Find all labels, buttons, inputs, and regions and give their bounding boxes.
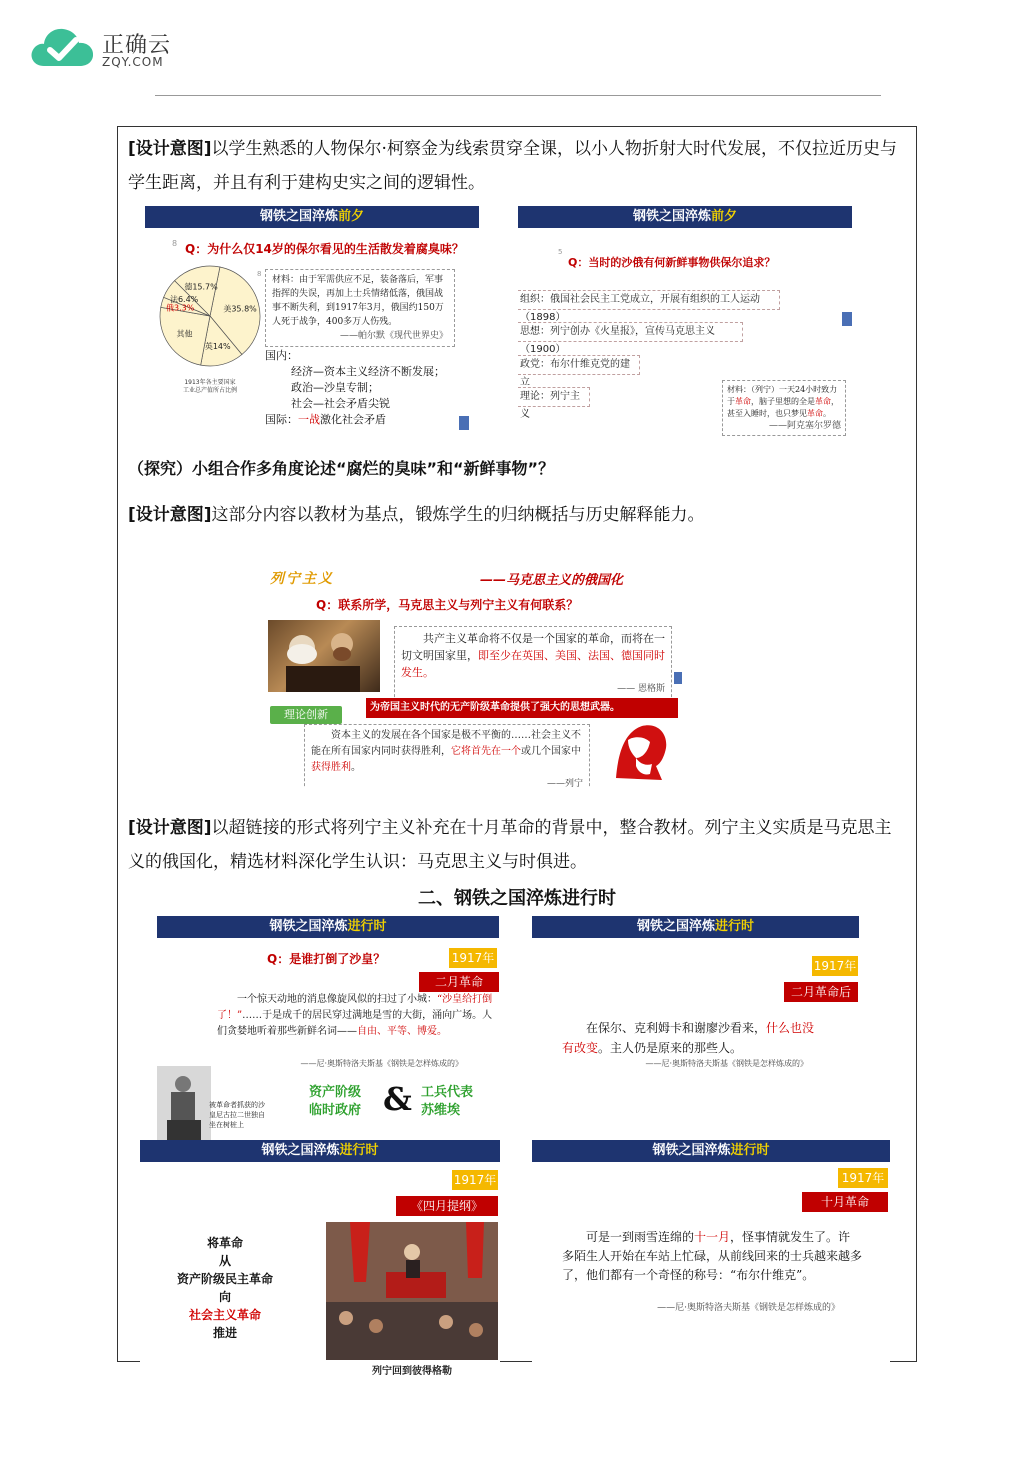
transition-line-3: 资产阶级民主革命	[176, 1272, 273, 1286]
slide-title-bar: 钢铁之国淬炼前夕	[518, 206, 852, 228]
slide-question: Q：为什么仅14岁的保尔看见的生活散发着腐臭味？	[185, 242, 464, 256]
transition-line-1: 将革命	[206, 1236, 243, 1250]
provisional-government: 资产阶级临时政府	[309, 1085, 362, 1118]
tsar-photo-icon	[157, 1066, 211, 1142]
year-tag: 1917年	[449, 948, 497, 968]
design-intent-1	[128, 132, 898, 200]
slide-number: 5	[558, 248, 563, 256]
pie-label-3: 俄3.3%	[166, 303, 195, 313]
transition-line-2: 从	[218, 1254, 231, 1268]
intent-label: [设计意图]	[128, 818, 212, 838]
innovation-tag: 理论创新	[270, 706, 342, 724]
slide-title-bar: 钢铁之国淬炼进行时	[157, 916, 499, 938]
lenin-material-box	[722, 380, 846, 436]
lenin-quote-box	[304, 724, 590, 788]
painting-caption: 列宁回到彼得格勒	[372, 1366, 452, 1377]
novel-excerpt: 一个惊天动地的消息像旋风似的扫过了小城：“沙皇给打倒了！”……于是成千的居民穿过满地是雪的大街，涌向广场。人们贪婪地听着那些新鲜名词——自由、平等、博爱。	[217, 994, 493, 1037]
portrait-figures-icon	[268, 620, 380, 692]
slide-after-february	[532, 916, 859, 1142]
novel-source: ——尼·奥斯特洛夫斯基《钢铁是怎样炼成的》	[645, 1059, 808, 1068]
slide-question: Q：是谁打倒了沙皇？	[267, 952, 386, 966]
intent-text: 以学生熟悉的人物保尔·柯察金为线索贯穿全课，以小人物折射大时代发展，不仅拉近历史与学生距离，并且有利于建构史实之间的逻辑性。	[128, 139, 897, 193]
novel-excerpt: 可是一到雨雪连绵的十一月，怪事情就发生了。许多陌生人开始在车站上忙碌，从前线回来的士兵越来越多了，他们都有一个奇怪的称号：“布尔什维克”。	[562, 1230, 863, 1282]
pie-label-1: 英14%	[204, 342, 231, 352]
hyperlink-return-icon[interactable]	[459, 416, 469, 430]
year-tag: 1917年	[812, 956, 858, 976]
lenin-material-source: ——阿克塞尔罗德	[768, 421, 841, 431]
cloud-check-icon	[30, 22, 96, 72]
industry-share-pie-chart	[155, 258, 265, 398]
leninism-title: 列宁主义	[270, 571, 334, 587]
intent-label: [设计意图]	[128, 139, 212, 159]
design-intent-3	[128, 811, 898, 879]
revolution-transition	[154, 1234, 296, 1342]
slide-title-bar: 钢铁之国淬炼进行时	[532, 1140, 890, 1162]
domestic-item-2: 政治—沙皇专制；	[291, 381, 379, 394]
engels-source: —— 恩格斯	[617, 684, 665, 694]
lenin-material-text: 材料：（列宁）一天24小时致力于革命，脑子里想的全是革命，甚至入睡时，也只梦见革命。	[727, 385, 839, 418]
slide-eve-new-things	[518, 206, 852, 438]
marx-engels-painting	[268, 620, 380, 692]
lenin-source: ——列宁	[546, 779, 583, 788]
hyperlink-return-icon[interactable]	[842, 312, 852, 326]
intl-line: 国际：一战激化社会矛盾	[265, 413, 386, 426]
pie-caption-2: 工业总产值所占比例	[182, 387, 238, 394]
event-tag: 二月革命	[419, 972, 499, 992]
year-tag: 1917年	[838, 1168, 888, 1188]
transition-line-5: 社会主义革命	[188, 1308, 261, 1322]
slide-leninism	[264, 562, 682, 788]
engels-quote-box	[394, 626, 672, 702]
theory-banner: 为帝国主义时代的无产阶级革命提供了强大的思想武器。	[366, 698, 678, 718]
lenin-portrait-icon	[606, 718, 676, 784]
novel-source: ——尼·奥斯特洛夫斯基《钢铁是怎样炼成的》	[657, 1303, 840, 1313]
slide-february-revolution	[157, 916, 499, 1142]
ampersand: &	[383, 1080, 412, 1118]
domestic-label: 国内：	[265, 349, 298, 362]
transition-line-4: 向	[218, 1290, 231, 1304]
novel-excerpt: 在保尔、克利姆卡和谢廖沙看来，什么也没有改变。主人仍是原来的那些人。	[562, 1021, 815, 1055]
pie-label-5: 德15.7%	[184, 282, 218, 292]
slide-title-bar: 钢铁之国淬炼进行时	[532, 916, 859, 938]
pie-label-0: 美35.8%	[223, 304, 257, 314]
slide-question: Q：当时的沙俄有何新鲜事物供保尔追求？	[568, 256, 776, 269]
new-thing-item-2: 思想：列宁创办《火星报》，宣传马克思主义（1900）	[518, 322, 743, 342]
lenin-returns-painting	[326, 1222, 498, 1360]
material-box	[265, 269, 455, 347]
leninism-subtitle: ——马克思主义的俄国化	[480, 573, 624, 588]
intent-text: 以超链接的形式将列宁主义补充在十月革命的背景中，整合教材。列宁主义实质是马克思主义的俄国化，精选材料深化学生认识：马克思主义与时俱进。	[128, 818, 892, 872]
material-text: 材料：由于军需供应不足，装备落后，军事指挥的失误，再加上士兵情绪低落，俄国战事不断失利，到1917年3月，俄国约150万人死于战争，400多万人伤残。	[272, 275, 444, 327]
pie-label-4: 法6.4%	[169, 294, 199, 304]
event-tag: 二月革命后	[784, 982, 858, 1002]
header-divider	[155, 95, 881, 96]
slide-april-theses	[140, 1140, 500, 1378]
brand-name: 正确云	[102, 33, 172, 58]
design-intent-2	[128, 498, 898, 532]
inquiry-prompt: （探究）小组合作多角度论述“腐烂的臭味”和“新鲜事物”？	[128, 459, 555, 478]
pie-caption-1: 1913年各主要国家	[184, 379, 236, 386]
hyperlink-return-icon[interactable]	[674, 672, 682, 684]
new-thing-item-3: 政党：布尔什维克党的建立	[518, 355, 640, 375]
event-tag: 十月革命	[802, 1192, 888, 1212]
slide-eve-question	[145, 206, 479, 438]
brand-logo	[30, 22, 190, 74]
new-thing-item-4: 理论：列宁主义	[518, 387, 590, 407]
slide-title-bar: 钢铁之国淬炼前夕	[145, 206, 479, 228]
tsar-caption: 被革命者抓获的沙皇尼古拉二世独自坐在树桩上	[209, 1101, 265, 1129]
novel-source: ——尼·奥斯特洛夫斯基《钢铁是怎样炼成的》	[300, 1059, 463, 1068]
intent-text: 这部分内容以教材为基点，锻炼学生的归纳概括与历史解释能力。	[211, 505, 705, 525]
domestic-item-3: 社会—社会矛盾尖锐	[291, 397, 390, 410]
material-source: ——帕尔默《现代世界史》	[339, 331, 448, 341]
new-thing-item-1: 组织：俄国社会民主工党成立，开展有组织的工人运动（1898）	[518, 290, 780, 310]
soviets: 工兵代表苏维埃	[421, 1085, 474, 1118]
brand-domain: ZQY.COM	[102, 55, 164, 69]
section-heading: 二、钢铁之国淬炼进行时	[418, 888, 616, 909]
pie-label-2: 其他	[176, 329, 193, 339]
material-number: 8	[257, 270, 262, 278]
engels-quote: 共产主义革命将不仅是一个国家的革命，而将在一切文明国家里，即至少在英国、美国、法国、德国同时发生。	[401, 632, 665, 679]
lenin-quote: 资本主义的发展在各个国家是极不平衡的……社会主义不能在所有国家内同时获得胜利，它将首先在一个或几个国家中获得胜利。	[311, 730, 581, 773]
causes-list	[265, 348, 445, 428]
slide-question: Q：联系所学，马克思主义与列宁主义有何联系？	[316, 598, 579, 612]
intent-label: [设计意图]	[128, 505, 212, 525]
slide-number: 8	[172, 239, 178, 248]
slide-october-revolution	[532, 1140, 890, 1372]
event-tag: 《四月提纲》	[396, 1196, 498, 1216]
domestic-item-1: 经济—资本主义经济不断发展；	[291, 365, 445, 378]
slide-title-bar: 钢铁之国淬炼进行时	[140, 1140, 500, 1162]
year-tag: 1917年	[452, 1170, 498, 1190]
transition-line-6: 推进	[212, 1326, 237, 1340]
